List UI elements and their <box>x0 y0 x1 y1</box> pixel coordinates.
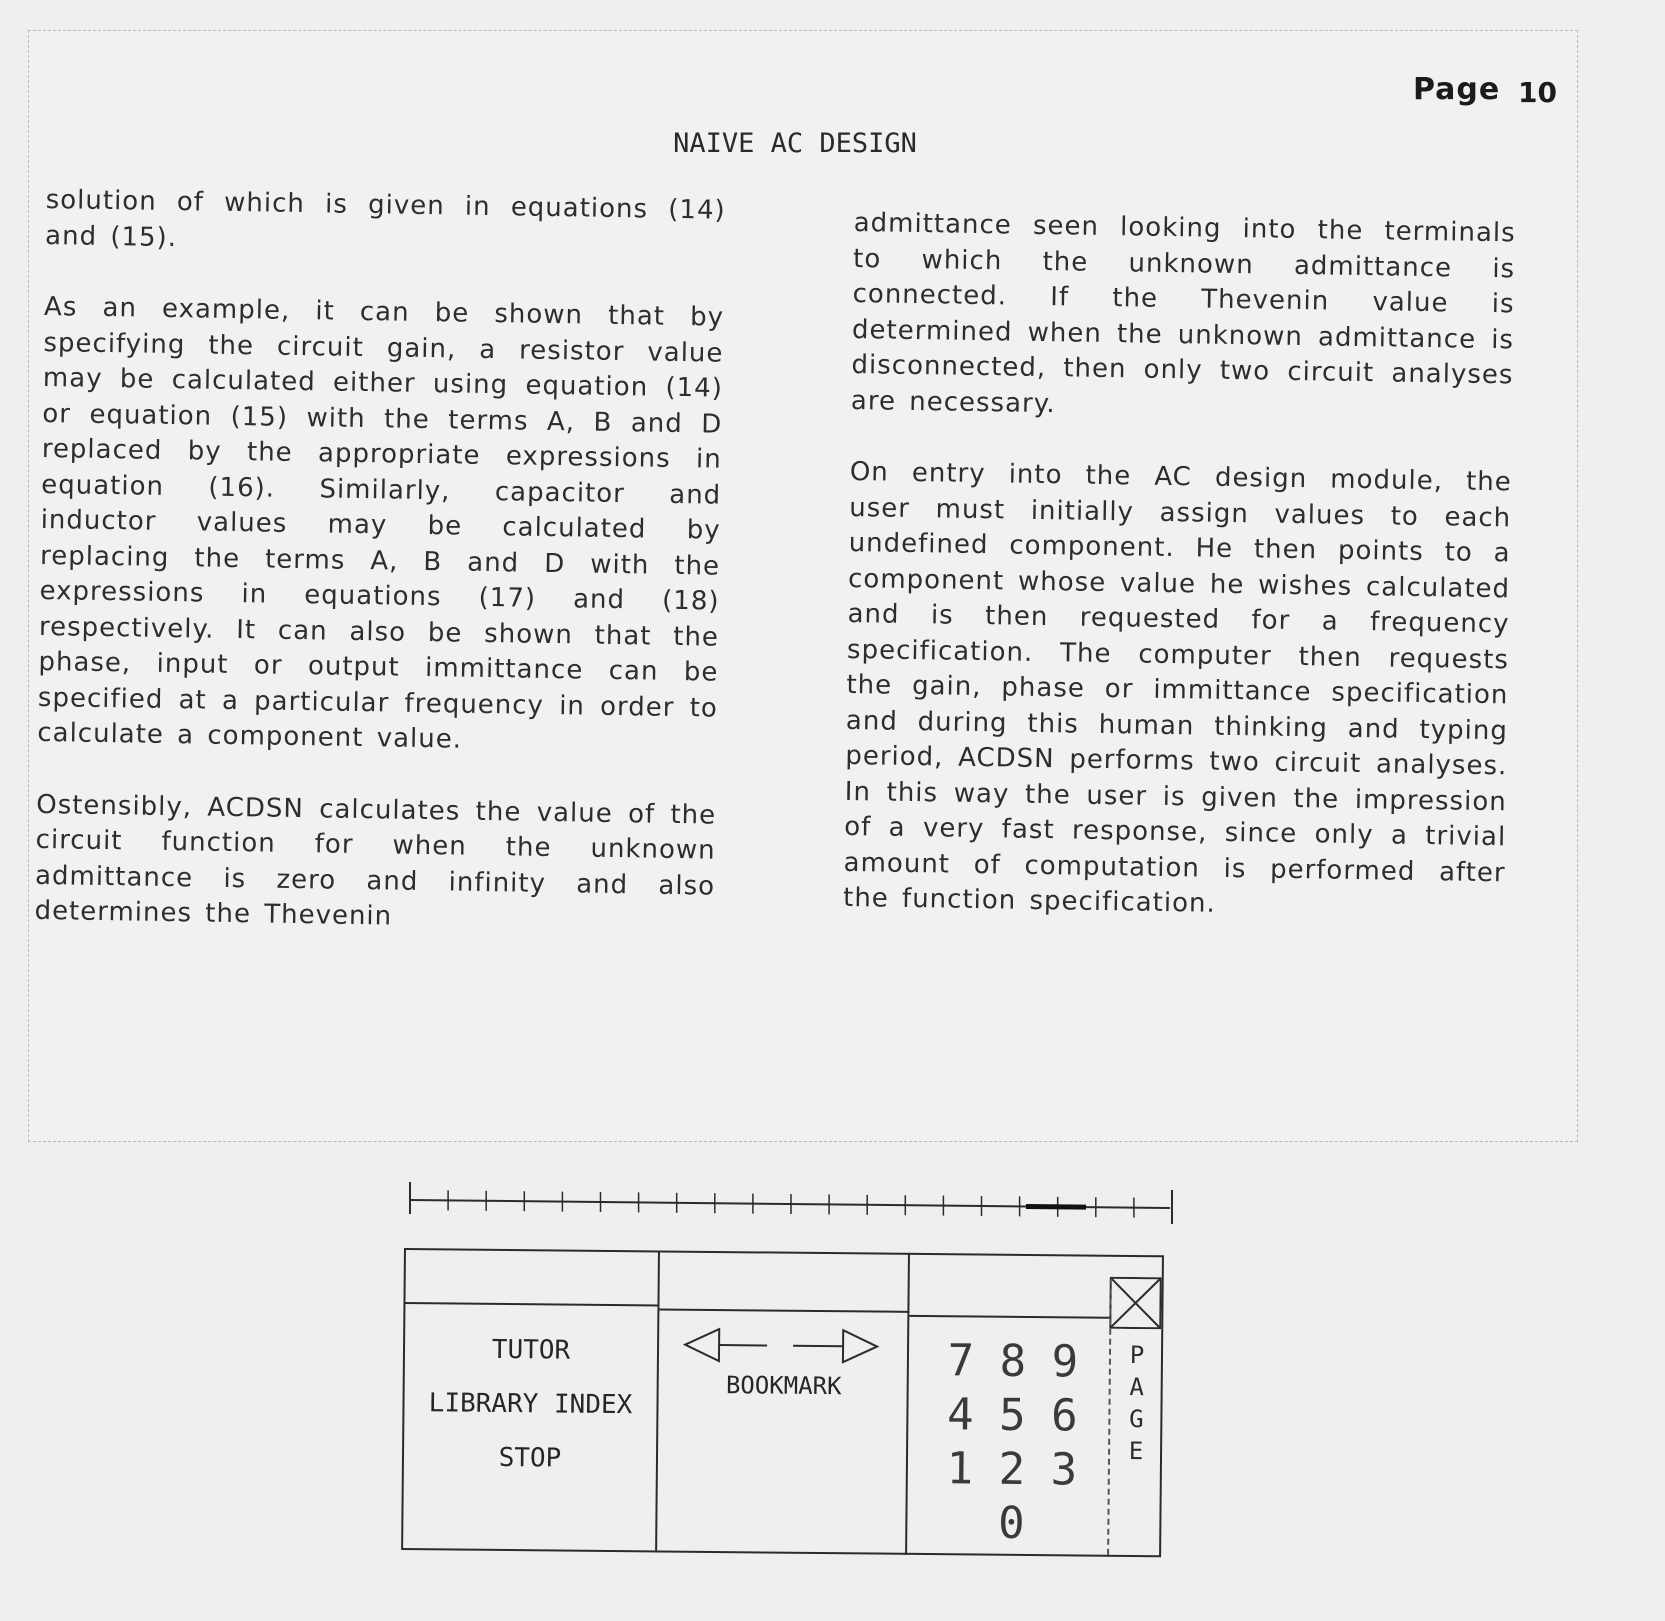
page-button[interactable] <box>1107 1279 1162 1555</box>
menu-item-tutor[interactable]: TUTOR <box>491 1334 571 1366</box>
menu-item-stop[interactable]: STOP <box>498 1442 562 1474</box>
divider <box>403 1302 659 1306</box>
keypad-key[interactable]: 7 <box>947 1335 975 1387</box>
slider-thumb <box>1026 1206 1086 1207</box>
paragraph: admittance seen looking into the terminals to which the unknown admittance is connected. If the Thevenin value is determined when the unknown admittance is disconnected, then only two circuit analyses are necessary. <box>850 207 1516 419</box>
right-text-column <box>842 206 1516 963</box>
keypad-key[interactable]: 4 <box>946 1389 974 1441</box>
page-title: NAIVE AC DESIGN <box>673 128 917 159</box>
arrow-right-icon[interactable] <box>793 1330 877 1363</box>
divider <box>659 1308 909 1312</box>
bookmark-cell <box>657 1250 910 1554</box>
page-position-slider[interactable] <box>408 1176 1174 1226</box>
menu-item-library-index[interactable]: LIBRARY INDEX <box>428 1388 633 1421</box>
bookmark-label: BOOKMARK <box>725 1371 842 1401</box>
paragraph: As an example, it can be shown that by specifying the circuit gain, a resistor value may be calculated either using equation (14) or equation (15) with the terms A, B and D replaced by the appropriate expressions in equation (16). Similarly, capacitor and inductor values may be calculated by replacing the terms A, B and D with the expressions in equations (17) and (18) respectively. It can also be shown that the phase, input or output immittance can be specified at a particular frequency in order to calculate a component value. <box>37 291 725 755</box>
page-letter: A <box>1129 1372 1145 1402</box>
page-label: Page <box>1413 72 1501 107</box>
keypad-key[interactable]: 1 <box>946 1443 974 1495</box>
paragraph: solution of which is given in equations (14) and (15). <box>44 184 726 253</box>
menu-cell <box>401 1248 660 1552</box>
page-letter: G <box>1129 1404 1144 1434</box>
arrow-left-icon[interactable] <box>685 1329 767 1362</box>
bookmark-arrows[interactable] <box>683 1325 883 1371</box>
keypad-key[interactable]: 3 <box>1050 1444 1078 1496</box>
paragraph: On entry into the AC design module, the user must initially assign values to each undefined component. He then points to a component whose value he wishes calculated and is then requested for a frequency specification. The computer then requests the gain, phase or immittance specification and during this human thinking and typing period, ACDSN performs two circuit analyses. In this way the user is given the impression of a very fast response, since only a trivial amount of computation is performed after the function specification. <box>842 456 1512 919</box>
keypad-key[interactable]: 9 <box>1051 1336 1079 1388</box>
keypad-key[interactable]: 5 <box>998 1389 1026 1441</box>
keypad-key[interactable]: 6 <box>1050 1390 1078 1442</box>
paragraph: Ostensibly, ACDSN calculates the value of the circuit function for when the unknown admittance is zero and infinity and also determines the Thevenin <box>34 789 717 932</box>
page-keypad <box>907 1253 1110 1557</box>
keypad-key[interactable]: 0 <box>997 1497 1025 1549</box>
keypad-key[interactable]: 2 <box>998 1443 1026 1495</box>
page-number: 10 <box>1518 76 1557 109</box>
page-letter: P <box>1129 1340 1145 1370</box>
left-text-column <box>34 183 726 976</box>
divider <box>909 1315 1109 1319</box>
keypad-key[interactable]: 8 <box>999 1335 1027 1387</box>
control-panel <box>401 1248 1164 1557</box>
page-letter: E <box>1128 1436 1144 1466</box>
